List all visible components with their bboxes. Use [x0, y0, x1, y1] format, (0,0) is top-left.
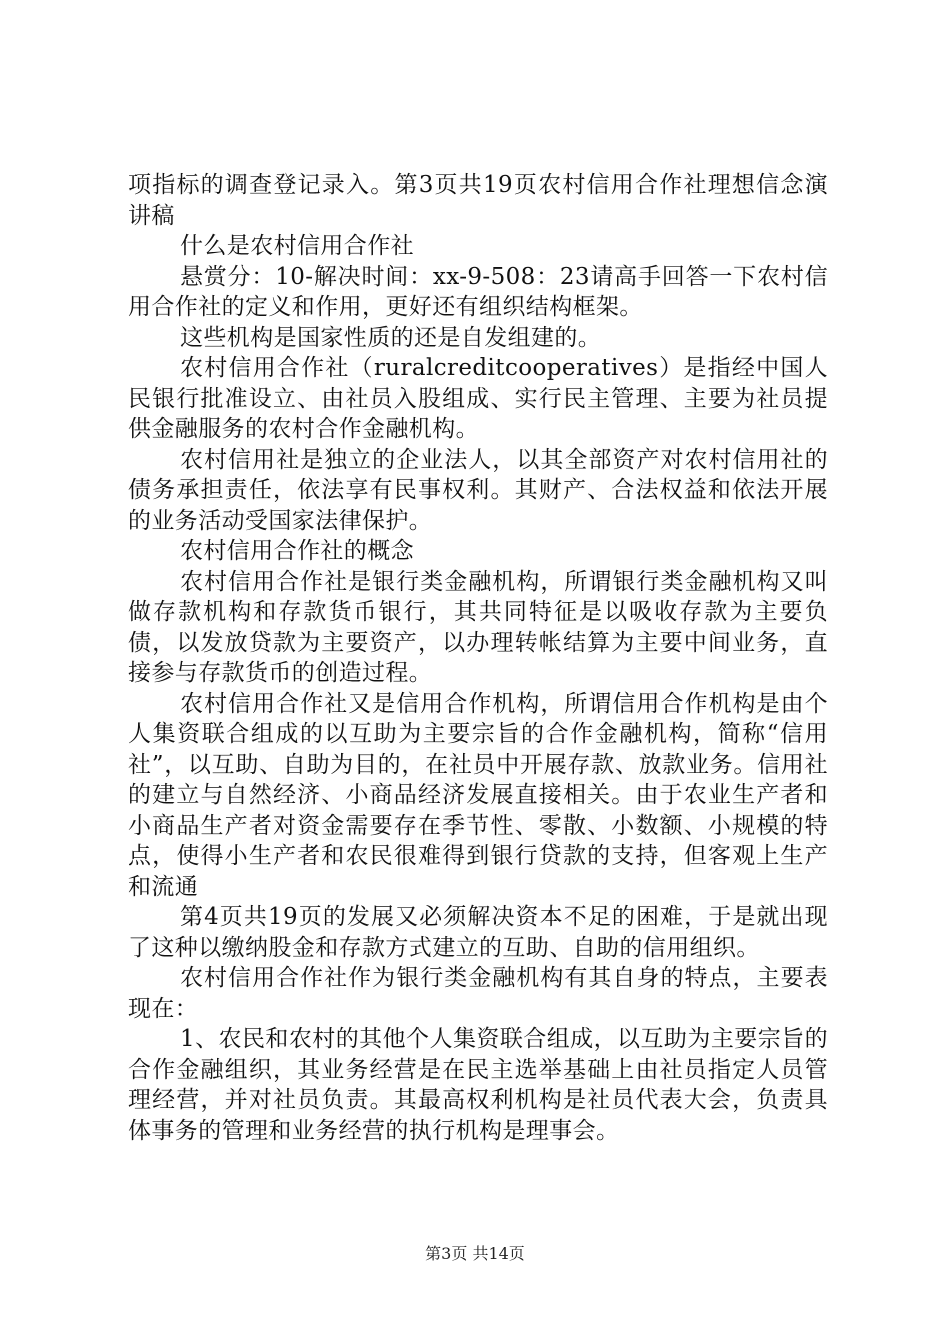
paragraph-legal-person: 农村信用社是独立的企业法人，以其全部资产对农村信用社的债务承担责任，依法享有民事权利。其财产、合法权益和依法开展的业务活动受国家法律保护。: [128, 446, 828, 534]
heading-concept: 农村信用合作社的概念: [180, 538, 414, 564]
heading-what-is-rcc: 什么是农村信用合作社: [180, 233, 414, 259]
page-footer: 第3页 共14页: [425, 1244, 525, 1263]
document-body: [128, 170, 828, 1146]
paragraph-definition: 农村信用合作社（ruralcreditcooperatives）是指经中国人民银行批准设立、由社员入股组成、实行民主管理、主要为社员提供金融服务的农村合作金融机构。: [128, 355, 828, 442]
paragraph-development: 第4页共19页的发展又必须解决资本不足的困难，于是就出现了这种以缴纳股金和存款方式建立的互助、自助的信用组织。: [128, 904, 828, 961]
paragraph-bank-type: 农村信用合作社是银行类金融机构，所谓银行类金融机构又叫做存款机构和存款货币银行，其共同特征是以吸收存款为主要负债，以发放贷款为主要资产，以办理转帐结算为主要中间业务，直接参与存款货币的创造过程。: [128, 568, 828, 686]
paragraph-credit-coop: 农村信用合作社又是信用合作机构，所谓信用合作机构是由个人集资联合组成的以互助为主要宗旨的合作金融机构，简称“信用社”，以互助、自助为目的，在社员中开展存款、放款业务。信用社的建立与自然经济、小商品经济发展直接相关。由于农业生产者和小商品生产者对资金需要存在季节性、零散、小数额、小规模的特点，使得小生产者和农民很难得到银行贷款的支持，但客观上生产和流通: [128, 690, 828, 900]
paragraph-nature: 这些机构是国家性质的还是自发组建的。: [180, 324, 602, 351]
paragraph-features: 农村信用合作社作为银行类金融机构有其自身的特点，主要表现在：: [128, 965, 828, 1022]
paragraph-1: 项指标的调查登记录入。第3页共19页农村信用合作社理想信念演讲稿: [128, 172, 828, 229]
paragraph-point-1: 1、农民和农村的其他个人集资联合组成，以互助为主要宗旨的合作金融组织，其业务经营是在民主选举基础上由社员指定人员管理经营，并对社员负责。其最高权利机构是社员代表大会，负责具体事务的管理和业务经营的执行机构是理事会。: [128, 1026, 828, 1144]
paragraph-question: 悬赏分：10-解决时间：xx-9-508：23请高手回答一下农村信用合作社的定义和作用，更好还有组织结构框架。: [128, 263, 828, 320]
